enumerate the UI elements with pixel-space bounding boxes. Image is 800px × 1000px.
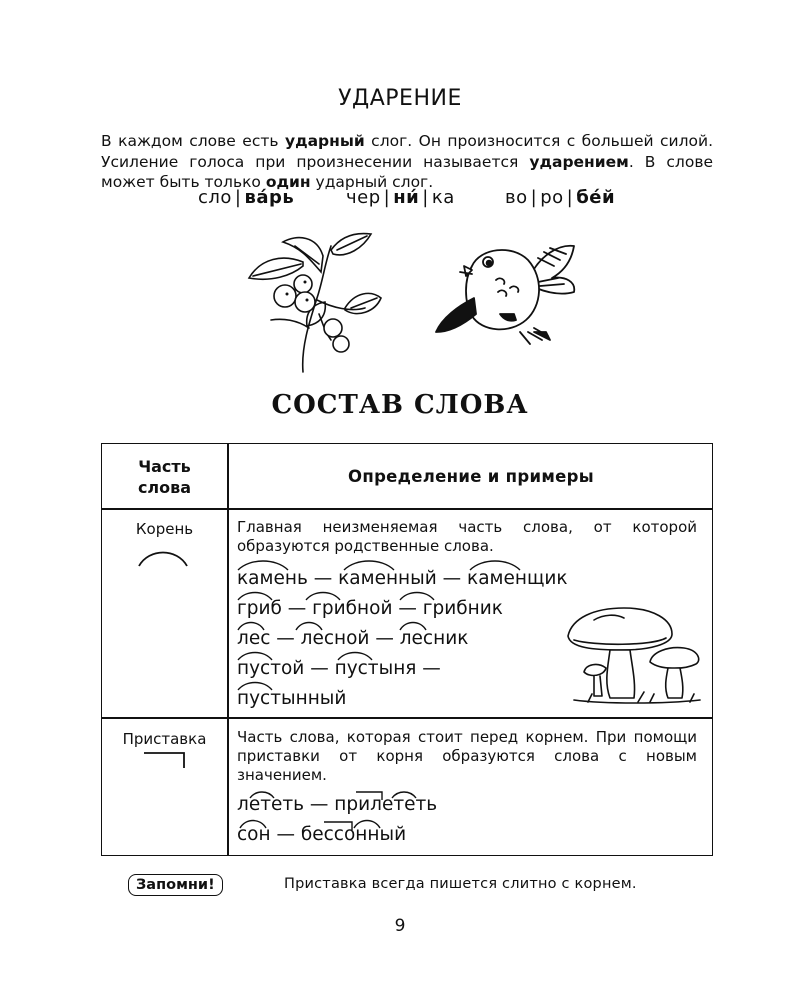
root-example-line: гриб — грибной — грибник <box>237 598 503 619</box>
table-column-divider <box>227 444 229 855</box>
intro-paragraph <box>101 131 713 193</box>
root-example-line: пустой — пустыня — <box>237 658 441 679</box>
blueberry-branch-illustration <box>243 228 383 376</box>
syllable-example-chernika <box>346 187 455 208</box>
prefix-marks-overlay <box>232 784 472 844</box>
page-number: 9 <box>394 916 406 936</box>
intro-text: слог. Он произносится с большей силой. Усиление голоса при произнесении называется <box>101 132 713 171</box>
table-row-root-term: Корень <box>135 520 194 538</box>
root-example-line: лес — лесной — лесник <box>237 628 469 649</box>
table-header-part: Часть слова <box>137 457 192 497</box>
syllable: ро <box>540 187 564 208</box>
word-composition-table <box>101 443 713 856</box>
syllable-divider: | <box>530 187 538 208</box>
table-row-prefix-definition: Часть слова, которая стоит перед корнем. При помощи приставки от корня образуются слова с новым значением. <box>237 728 697 784</box>
syllable: сло <box>198 187 232 208</box>
table-row-divider <box>102 717 712 719</box>
intro-text: ударный слог. <box>310 173 434 191</box>
page-title: УДАРЕНИЕ <box>338 86 462 111</box>
syllable-example-vorobey <box>505 187 615 208</box>
table-row-prefix-term: Приставка <box>122 730 207 748</box>
remember-badge: Запомни! <box>128 874 223 896</box>
root-symbol-icon <box>135 546 191 568</box>
syllable: во <box>505 187 528 208</box>
remember-text: Приставка всегда пишется слитно с корнем. <box>284 876 637 892</box>
table-row-root-definition: Главная неизменяемая часть слова, от которой образуются родственные слова. <box>237 518 697 555</box>
intro-bold-term: ударением <box>529 152 629 171</box>
root-example-line: камень — каменный — каменщик <box>237 568 568 589</box>
table-row-divider <box>102 508 712 510</box>
stressed-syllable: ни́ <box>393 187 420 208</box>
section-title: СОСТАВ СЛОВА <box>271 390 529 420</box>
root-example-line: пустынный <box>237 688 347 709</box>
syllable: чер <box>346 187 381 208</box>
stressed-syllable: бе́й <box>576 187 616 208</box>
intro-text: . В слове может быть только <box>101 152 713 191</box>
mushrooms-illustration <box>564 606 704 706</box>
syllable-divider: | <box>422 187 429 208</box>
syllable-divider: | <box>234 187 242 208</box>
intro-text: В каждом слове есть <box>101 132 285 150</box>
stressed-syllable: ва́рь <box>244 187 295 208</box>
prefix-example-line: сон — бессонный <box>237 824 407 845</box>
syllable-divider: | <box>566 187 574 208</box>
prefix-example-line: лететь — прилететь <box>237 794 438 815</box>
intro-bold-term: один <box>265 173 311 191</box>
table-header-definition: Определение и примеры <box>348 467 594 486</box>
syllable: ка <box>431 187 455 208</box>
root-arcs-overlay <box>232 556 532 706</box>
intro-bold-term: ударный <box>284 132 365 150</box>
sparrow-illustration <box>434 236 580 348</box>
syllable-example-slovar <box>198 187 294 208</box>
prefix-symbol-icon <box>142 750 188 770</box>
syllable-divider: | <box>383 187 391 208</box>
